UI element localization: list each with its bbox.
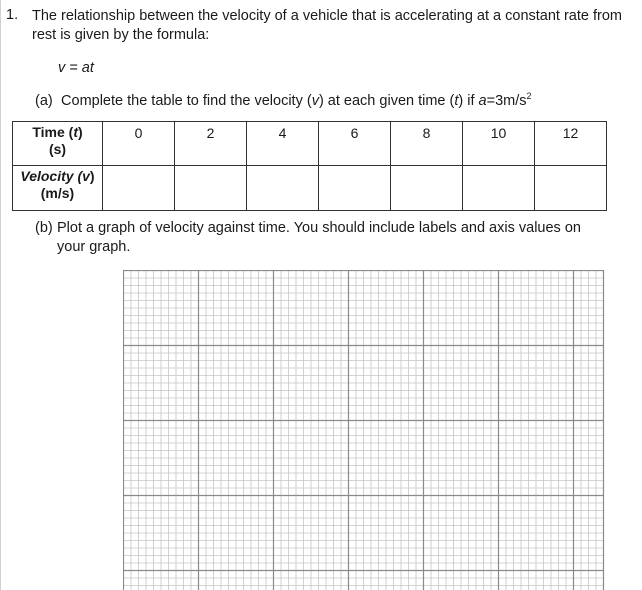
velocity-unit: (m/s) [40,185,75,201]
part-b-line1: Plot a graph of velocity against time. You should include labels and axis values on [57,220,581,236]
time-row [13,122,607,166]
part-a-text-mid2: ) if [458,92,479,109]
time-unit: (s) [48,141,67,157]
part-a-exponent: 2 [526,91,532,101]
velocity-header [13,166,103,211]
time-cell: 4 [247,122,319,166]
time-cell: 12 [535,122,607,166]
velocity-answer-cell[interactable] [535,166,607,211]
time-cell: 0 [103,122,175,166]
time-cell: 6 [319,122,391,166]
velocity-header-var: v [82,168,90,184]
time-cell: 8 [391,122,463,166]
time-header-word: Time ( [32,124,74,140]
velocity-time-table [12,121,607,211]
part-a-text-eq: =3m/s [486,92,527,109]
part-b-instruction [35,219,625,257]
part-b-line2: your graph. [57,239,131,255]
graph-paper[interactable] [123,270,605,590]
formula: v = at [58,60,94,76]
time-cell: 2 [175,122,247,166]
question-text: The relationship between the velocity of a vehicle that is accelerating at a constant rate from rest is given by the formula: [32,8,622,43]
velocity-answer-cell[interactable] [391,166,463,211]
part-a-text-before: Complete the table to find the velocity ( [61,92,312,109]
velocity-answer-cell[interactable] [103,166,175,211]
part-b-label: (b) [35,220,53,236]
part-a-label: (a) [35,92,53,109]
question-number: 1. [6,7,19,23]
velocity-header-word: Velocity ( [20,168,83,184]
time-header-close: ) [77,124,83,140]
part-a-text-mid1: ) at each given time ( [318,92,455,109]
velocity-answer-cell[interactable] [319,166,391,211]
velocity-row [13,166,607,211]
part-a-var-a: a [478,92,487,109]
part-a-var-t: t [454,92,459,109]
part-a-var-v: v [311,92,319,109]
part-a-instruction [35,91,532,109]
velocity-header-close: ) [89,168,95,184]
time-header [13,122,103,166]
velocity-answer-cell[interactable] [247,166,319,211]
velocity-answer-cell[interactable] [463,166,535,211]
time-header-var: t [73,124,78,140]
time-cell: 10 [463,122,535,166]
velocity-answer-cell[interactable] [175,166,247,211]
page-left-rule [0,0,1,590]
